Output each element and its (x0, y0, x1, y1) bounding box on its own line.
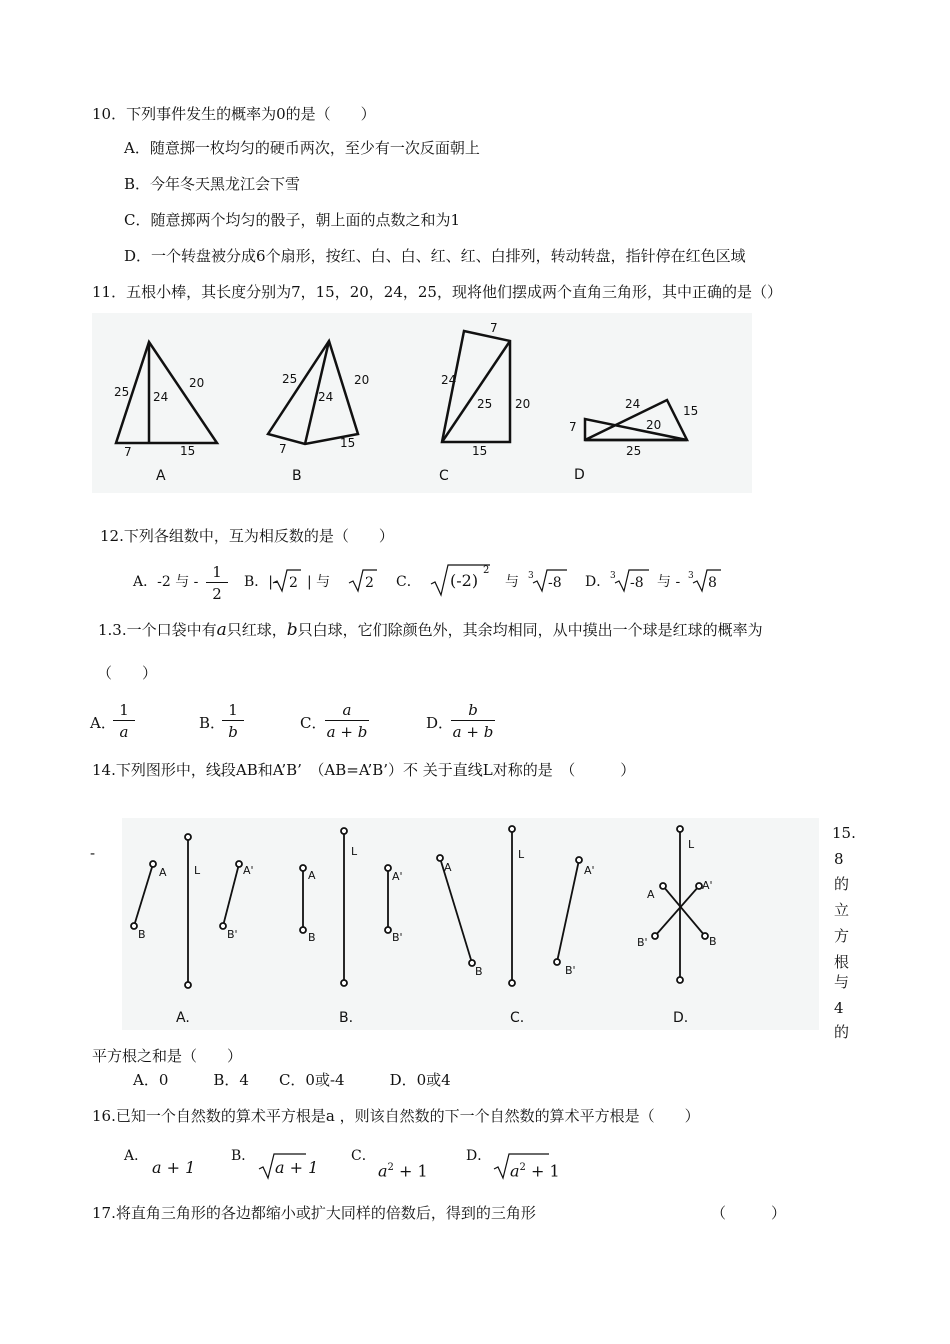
q14-c-label-l: L (518, 848, 525, 861)
q12-d-radicand2: 8 (708, 575, 717, 591)
q13-option-b-label: B． (199, 714, 226, 732)
q12-d-cuberoot2 (692, 568, 722, 594)
q14-b-label-l: L (351, 845, 358, 858)
q11-b-len1: 25 (282, 372, 298, 386)
q12-c-mid: 与 (505, 574, 519, 590)
q16-option-c-expr (378, 1158, 428, 1181)
q16-option-d-expr (510, 1158, 560, 1181)
q14-b-label-a: A (308, 869, 316, 882)
q13-option-a-label: A． (90, 714, 116, 732)
q11-d-len3: 7 (569, 420, 577, 434)
q11-c-len4: 20 (515, 397, 531, 411)
q11-c-label: C (439, 468, 449, 484)
q16-option-d-label: D． (466, 1148, 492, 1164)
q12-a-numerator: 1 (206, 562, 228, 583)
q13-d-denominator: a + b (452, 723, 494, 741)
q12-d-index2: 3 (688, 571, 694, 581)
q14-d-label-l: L (688, 838, 695, 851)
q14-a-label-b2: B' (227, 928, 238, 941)
q12-d-index1: 3 (610, 571, 616, 581)
q11-b-shape (268, 341, 358, 444)
q13-option-c-fraction (325, 700, 369, 743)
q11-b-len3: 20 (354, 373, 370, 387)
q11-b-len4: 7 (279, 442, 287, 456)
q11-figure (92, 313, 752, 493)
q14-d-image-segment (655, 886, 699, 936)
q14-option-c: C. (510, 1010, 525, 1026)
q16-option-b-label: B． (231, 1148, 256, 1164)
q14-d-label-b: B (709, 935, 717, 948)
q12-option-b-prefix: B．|- (244, 574, 278, 590)
q11-c-len1: 7 (490, 321, 498, 335)
q11-a-len3: 20 (189, 376, 205, 390)
q16-option-a-expr: a + 1 (152, 1158, 196, 1177)
q10-stem: 10．下列事件发生的概率为0的是（ ） (92, 105, 376, 123)
q14-a-label-a2: A' (243, 864, 254, 877)
q11-b-len5: 15 (340, 436, 356, 450)
q15-options: A．0 B．4 C．0或-4 D．0或4 (133, 1071, 451, 1089)
q12-stem: 12.下列各组数中，互为相反数的是（ ） (100, 527, 394, 545)
q11-d-label: D (574, 467, 585, 483)
q10-option-a: A．随意掷一枚均匀的硬币两次，至少有一次反面朝上 (124, 139, 480, 157)
q12-option-b-mid: | 与 (307, 574, 331, 590)
q12-d-radicand1: -8 (630, 575, 644, 591)
q14-option-b: B. (339, 1010, 354, 1026)
q16-d-base: a (510, 1161, 520, 1181)
q14-stem: 14.下列图形中，线段AB和A’B’ （AB=A’B’）不 关于直线L对称的是 （ ） (92, 761, 636, 779)
q10-option-b: B．今年冬天黑龙江会下雪 (124, 175, 301, 193)
q13-c-numerator: a (325, 700, 369, 721)
q11-d-len5: 25 (626, 444, 642, 458)
q14-d-label-a: A (647, 888, 655, 901)
q13-a-denominator: a (119, 723, 129, 741)
q13-stem (98, 620, 763, 640)
q12-c-exponent: 2 (483, 565, 490, 576)
q12-option-d-prefix: D． (585, 574, 611, 590)
q13-stem-part3: 只白球，它们除颜色外，其余均相同，从中摸出一个球是红球的概率为 (297, 621, 763, 639)
q17-answer-paren: （ ） (711, 1204, 787, 1222)
q15-side-7: 与 (834, 973, 850, 991)
q16-option-a-label: A． (124, 1148, 149, 1164)
q16-c-exp: 2 (387, 1162, 394, 1173)
q15-side-6: 根 (834, 953, 850, 971)
q12-d-mid: 与 - (657, 574, 681, 590)
q14-option-a: A. (176, 1010, 190, 1026)
q16-stem: 16.已知一个自然数的算术平方根是a ，则该自然数的下一个自然数的算术平方根是（ ） (92, 1107, 700, 1125)
q10-option-c: C．随意掷两个均匀的骰子，朝上面的点数之和为1 (124, 211, 461, 229)
q14-c-label-b2: B' (565, 964, 576, 977)
q14-b-label-b2: B' (392, 931, 403, 944)
q16-c-base: a (378, 1161, 388, 1181)
q14-a-label-b: B (138, 928, 146, 941)
q11-figure-svg (92, 313, 752, 493)
q12-b-radicand1: 2 (289, 575, 298, 591)
q14-a-label-a: A (159, 866, 167, 879)
q16-c-tail: + 1 (393, 1161, 428, 1181)
q10-option-d: D．一个转盘被分成6个扇形，按红、白、白、红、红、白排列，转动转盘，指针停在红色区域 (124, 247, 746, 265)
q12-c-radicand: (-2) (450, 571, 479, 590)
q11-a-label: A (156, 468, 166, 484)
q13-option-b-fraction (222, 700, 244, 743)
q15-side-2: 8 (834, 850, 844, 868)
q14-d-segment (663, 886, 705, 936)
q11-b-len2: 24 (318, 390, 334, 404)
q12-option-a-fraction (206, 562, 228, 605)
q11-a-len2: 24 (153, 390, 169, 404)
q11-c-len3: 25 (477, 397, 493, 411)
q11-stem: 11．五根小棒，其长度分别为7，15，20，24，25，现将他们摆成两个直角三角形，其中正确的是（） (92, 283, 782, 301)
q14-c-label-a: A (444, 861, 452, 874)
q13-d-numerator: b (451, 700, 495, 721)
q15-stem-end: 平方根之和是（ ） (92, 1047, 243, 1065)
q16-option-c-label: C． (351, 1148, 376, 1164)
q11-c-len2: 24 (441, 373, 457, 387)
q12-option-a-prefix: A．-2 与 - (133, 574, 199, 590)
q13-var-a: a (216, 620, 227, 640)
q11-d-len1: 24 (625, 397, 641, 411)
q14-dash: - (90, 844, 96, 862)
q14-figure-svg (122, 818, 819, 1030)
q12-b-radicand2: 2 (365, 575, 374, 591)
q14-b-label-b: B (308, 931, 316, 944)
q14-figure (122, 818, 819, 1030)
q15-side-1: 15. (832, 824, 856, 842)
q15-side-5: 方 (834, 927, 850, 945)
q14-c-image-segment (557, 860, 579, 962)
q11-b-label: B (292, 468, 302, 484)
q13-var-b: b (286, 620, 298, 640)
q13-stem-part2: 只红球， (226, 621, 287, 639)
q14-a-segment (134, 864, 153, 926)
q11-d-len2: 15 (683, 404, 699, 418)
q14-option-d: D. (673, 1010, 689, 1026)
q11-a-len5: 15 (180, 444, 196, 458)
q14-d-label-a2: A' (702, 879, 713, 892)
q13-option-d-label: D． (426, 714, 454, 732)
q11-a-len1: 25 (114, 385, 130, 399)
q16-option-b-expr: a + 1 (275, 1158, 319, 1177)
q11-d-len4: 20 (646, 418, 662, 432)
q14-c-label-b: B (475, 965, 483, 978)
q13-option-d-fraction (451, 700, 495, 743)
q13-stem-part1: 1.3.一个口袋中有 (98, 621, 217, 639)
q12-a-denominator: 2 (212, 585, 222, 603)
q16-d-exp: 2 (519, 1162, 526, 1173)
q13-option-a-fraction (113, 700, 135, 743)
q14-a-image-segment (223, 864, 239, 926)
q12-c-index: 3 (528, 571, 534, 581)
q17-stem: 17.将直角三角形的各边都缩小或扩大同样的倍数后，得到的三角形 (92, 1204, 536, 1222)
q13-answer-paren: （ ） (97, 664, 158, 682)
q15-side-4: 立 (834, 901, 850, 919)
q13-c-denominator: a + b (326, 723, 368, 741)
q14-a-label-l: L (194, 864, 201, 877)
q13-option-c-label: C． (300, 714, 327, 732)
q13-b-denominator: b (228, 723, 238, 741)
q11-d-small (585, 419, 687, 440)
q11-c-len5: 15 (472, 444, 488, 458)
q13-b-numerator: 1 (222, 700, 244, 721)
q14-b-label-a2: A' (392, 870, 403, 883)
q14-d-label-b2: B' (637, 936, 648, 949)
q12-option-c-prefix: C． (396, 574, 421, 590)
q14-c-label-a2: A' (584, 864, 595, 877)
q13-a-numerator: 1 (113, 700, 135, 721)
q11-a-len4: 7 (124, 445, 132, 459)
q15-side-3: 的 (834, 875, 850, 893)
q12-c-radicand2: -8 (548, 575, 562, 591)
q16-d-tail: + 1 (525, 1161, 560, 1181)
q15-side-9: 的 (834, 1023, 850, 1041)
q15-side-8: 4 (834, 999, 844, 1017)
